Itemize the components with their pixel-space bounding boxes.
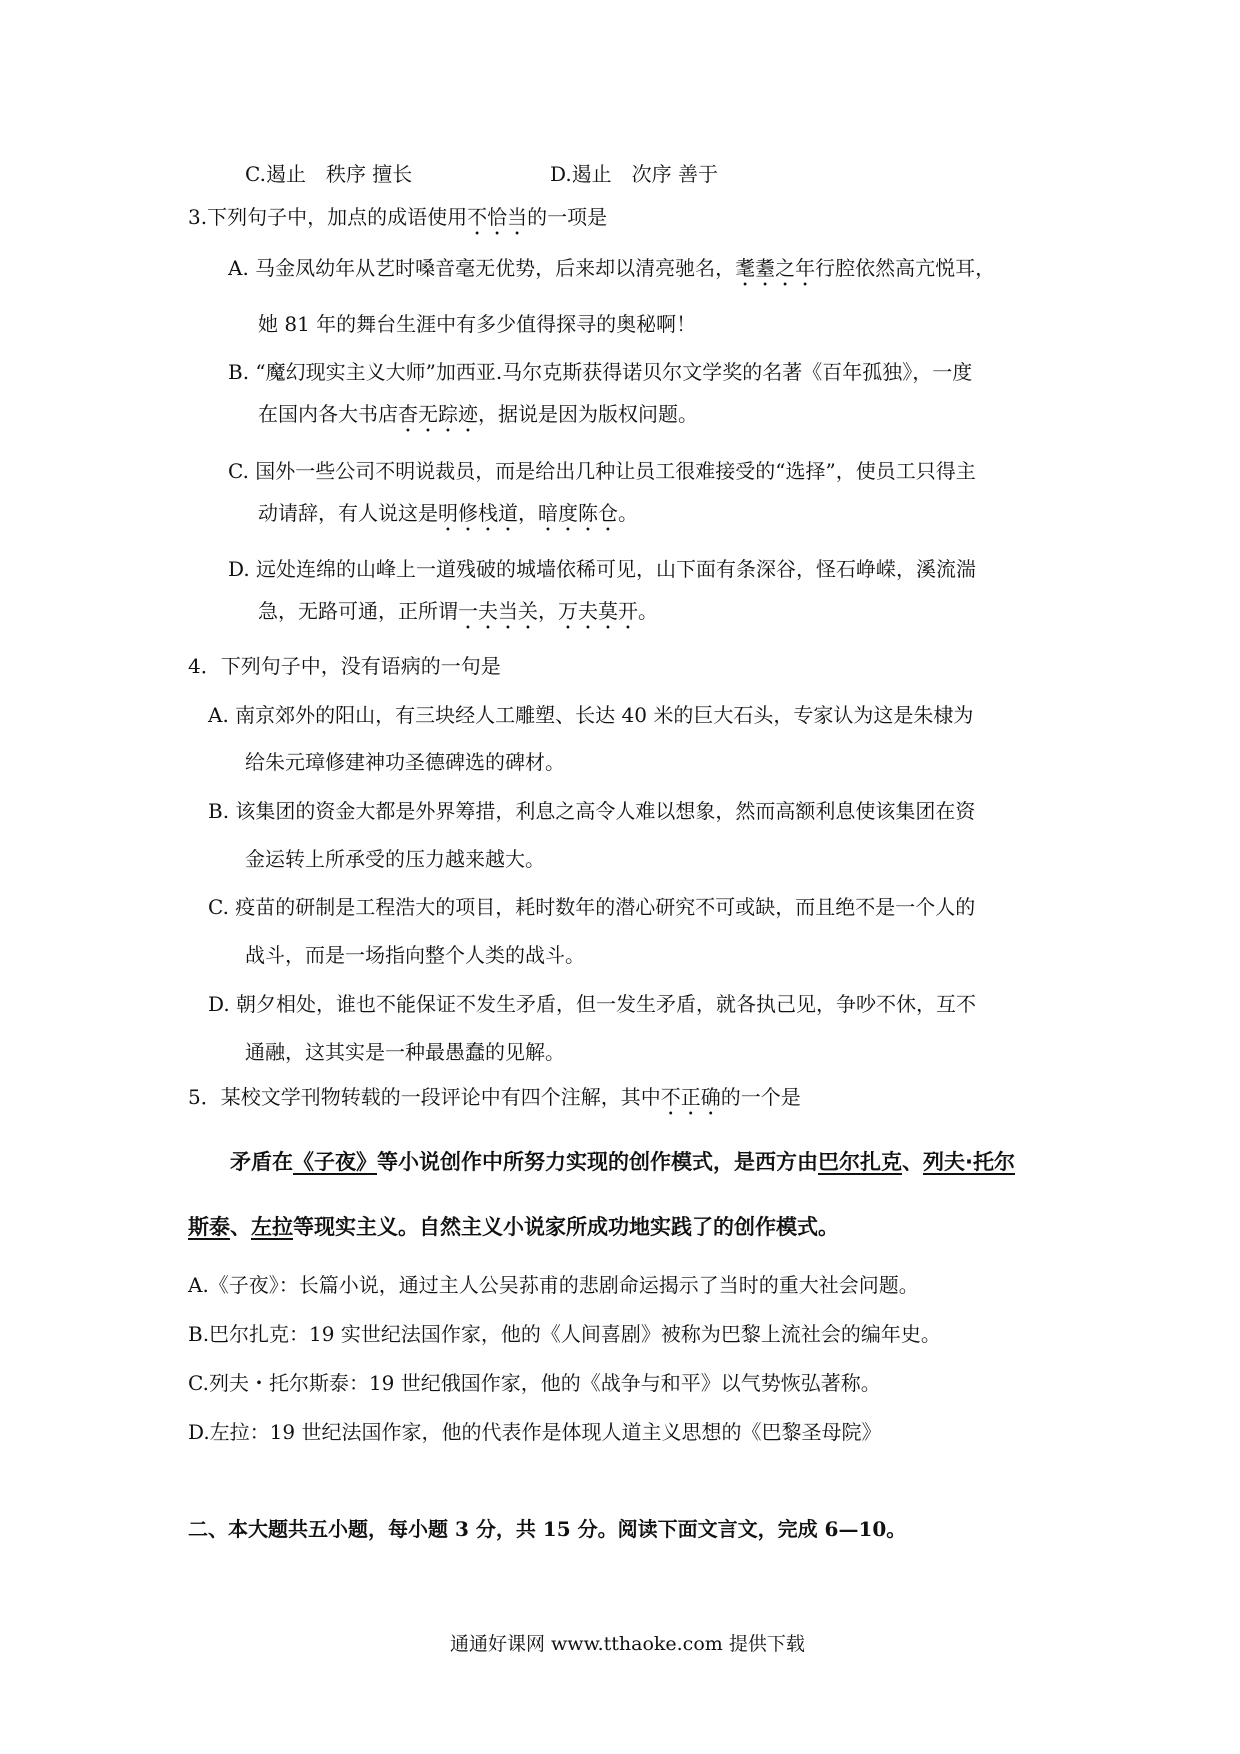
q3-option-c-line2 <box>258 499 638 536</box>
q3-d-text: 急，无路可通，正所谓 <box>258 599 458 623</box>
q3-d-idiom: 一夫当关，万夫莫开 <box>458 599 638 623</box>
q3-option-a-line2: 她 81 年的舞台生涯中有多少值得探寻的奥秘啊！ <box>258 312 697 336</box>
q4-option-b-line1: B. 该集团的资金大都是外界筹措，利息之高令人难以想象，然而高额利息使该集团在资 <box>208 799 976 823</box>
q5-stem-dotted: 不正确 <box>660 1085 721 1109</box>
q3-option-b-line1: B. “魔幻现实主义大师”加西亚.马尔克斯获得诺贝尔文学奖的名著《百年孤独》，一度 <box>228 360 973 384</box>
q3-option-a-line1 <box>228 254 995 291</box>
q4-option-d-line2: 通融，这其实是一种最愚蠢的见解。 <box>245 1040 565 1064</box>
q3-option-d-line1: D. 远处连绵的山峰上一道残破的城墙依稀可见，山下面有条深谷，怪石峥嵘，溪流湍 <box>228 557 977 581</box>
q3-b-text: 在国内各大书店 <box>258 402 398 426</box>
q3-a-idiom: 耄耋之年 <box>735 256 816 280</box>
q3-stem-pre: 3.下列句子中，加点的成语使用 <box>188 205 468 229</box>
footer-source: 通通好课网 www.tthaoke.com 提供下载 <box>450 1633 805 1655</box>
q3-a-text-post: 行腔依然高亢悦耳， <box>815 256 996 280</box>
q3-option-b-line2 <box>258 400 698 437</box>
q4-option-a-line2: 给朱元璋修建神功圣德碑选的碑材。 <box>245 750 565 774</box>
q4-option-c-line2: 战斗，而是一场指向整个人类的战斗。 <box>245 943 585 967</box>
q5-passage-line1 <box>230 1147 1015 1177</box>
q5-stem <box>188 1083 801 1120</box>
q2-option-c: C.遏止 秩序 擅长 <box>245 162 413 186</box>
q3-stem-post: 的一项是 <box>527 205 608 229</box>
q3-b-text-post: ，据说是因为版权问题。 <box>478 402 698 426</box>
passage-text: 矛盾在 <box>230 1150 293 1174</box>
q3-d-text-post: 。 <box>638 599 658 623</box>
q5-stem-pre: 5．某校文学刊物转载的一段评论中有四个注解，其中 <box>188 1085 661 1109</box>
q4-option-a-line1: A. 南京郊外的阳山，有三块经人工雕塑、长达 40 米的巨大石头，专家认为这是朱棣为 <box>208 703 974 727</box>
q4-option-c-line1: C. 疫苗的研制是工程浩大的项目，耗时数年的潜心研究不可或缺，而且绝不是一个人的 <box>208 895 976 919</box>
q4-option-d-line1: D. 朝夕相处，谁也不能保证不发生矛盾，但一发生矛盾，就各执己见，争吵不休，互不 <box>208 992 977 1016</box>
q5-stem-post: 的一个是 <box>720 1085 801 1109</box>
q3-c-text-post: 。 <box>618 501 638 525</box>
passage-text: 、 <box>902 1150 923 1174</box>
q3-option-d-line2 <box>258 597 658 634</box>
passage-text: 等小说创作中所努力实现的创作模式，是西方由 <box>377 1150 818 1174</box>
q3-b-idiom: 杳无踪迹 <box>398 402 478 426</box>
passage-underlined-zola: 左拉 <box>251 1215 293 1239</box>
q5-option-c: C.列夫・托尔斯泰：19 世纪俄国作家，他的《战争与和平》以气势恢弘著称。 <box>188 1371 881 1395</box>
q3-stem-dotted: 不恰当 <box>467 205 528 229</box>
passage-underlined-tolstoy: 列夫·托尔 <box>923 1150 1015 1174</box>
passage-text: 等现实主义。自然主义小说家所成功地实践了的创作模式。 <box>293 1215 839 1239</box>
q3-option-c-line1: C. 国外一些公司不明说裁员，而是给出几种让员工很难接受的“选择”，使员工只得主 <box>228 459 976 483</box>
passage-underlined-balzac: 巴尔扎克 <box>818 1150 902 1174</box>
q5-option-b: B.巴尔扎克：19 实世纪法国作家，他的《人间喜剧》被称为巴黎上流社会的编年史。 <box>188 1322 941 1346</box>
q5-passage-line2 <box>188 1212 839 1242</box>
q4-option-b-line2: 金运转上所承受的压力越来越大。 <box>245 847 545 871</box>
q3-c-text: 动请辞，有人说这是 <box>258 501 438 525</box>
section-2-heading: 二、本大题共五小题，每小题 3 分，共 15 分。阅读下面文言文，完成 6—10。 <box>188 1517 907 1541</box>
q5-option-d: D.左拉：19 世纪法国作家，他的代表作是体现人道主义思想的《巴黎圣母院》 <box>188 1420 882 1444</box>
q3-a-text: A. 马金凤幼年从艺时嗓音毫无优势，后来却以清亮驰名， <box>228 256 736 280</box>
q2-option-d: D.遏止 次序 善于 <box>550 162 719 186</box>
passage-underlined-tolstoy-cont: 斯泰 <box>188 1215 230 1239</box>
q5-option-a: A.《子夜》：长篇小说，通过主人公吴荪甫的悲剧命运揭示了当时的重大社会问题。 <box>188 1273 919 1297</box>
q3-c-idiom: 明修栈道，暗度陈仓 <box>438 501 618 525</box>
q4-stem: 4．下列句子中，没有语病的一句是 <box>188 654 501 678</box>
q3-stem <box>188 203 607 240</box>
passage-text: 、 <box>230 1215 251 1239</box>
passage-underlined-ziye: 《子夜》 <box>293 1150 377 1174</box>
